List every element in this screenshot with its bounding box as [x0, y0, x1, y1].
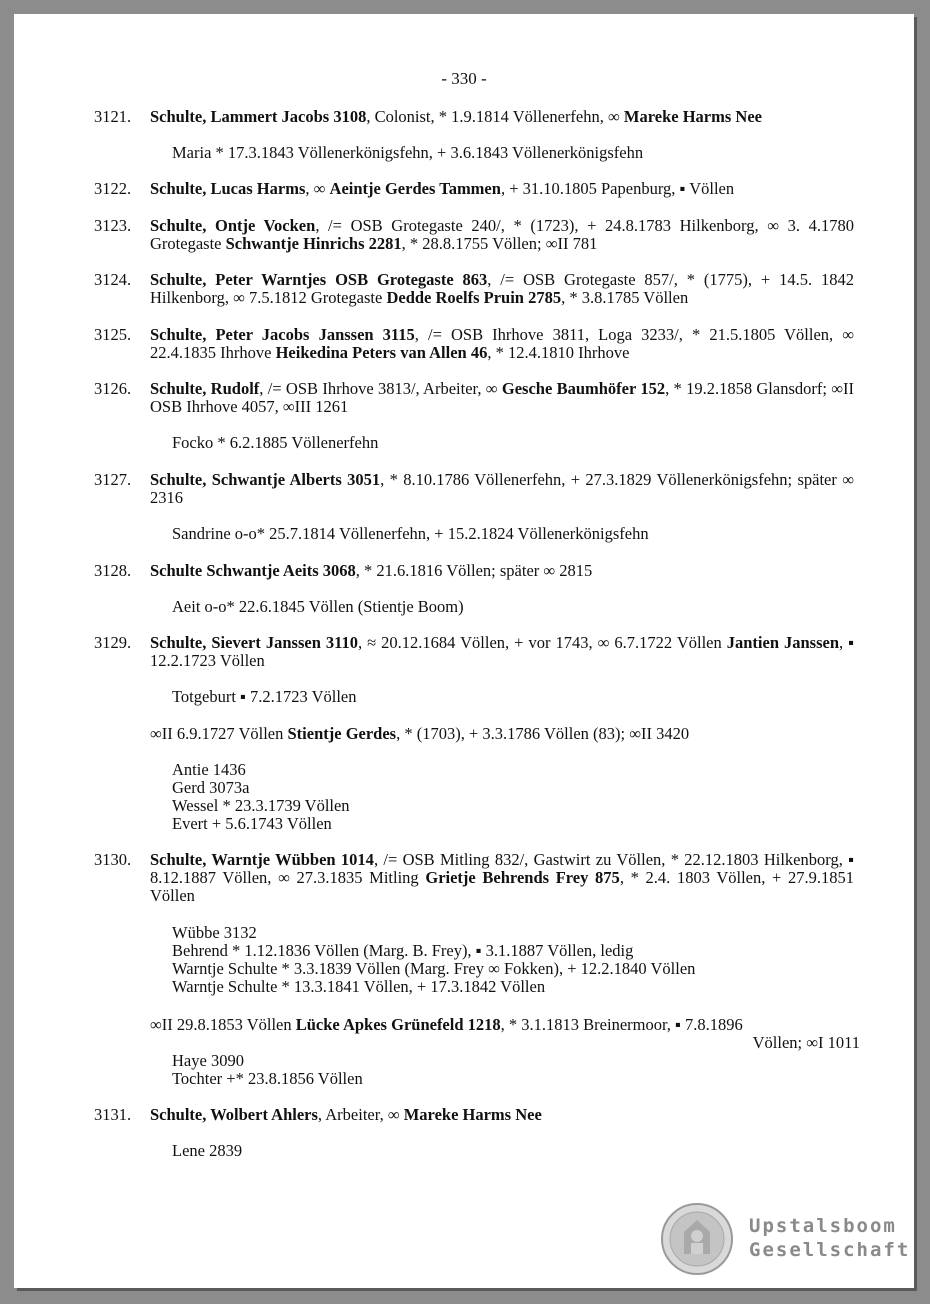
children-list: [172, 761, 852, 833]
brand-logo: [749, 1214, 910, 1262]
entry-3123: [94, 217, 854, 253]
entry-name: Schulte, Peter Jacobs Janssen 3115: [150, 325, 415, 344]
entry-3129: [94, 634, 854, 670]
child-line: Aeit o-o* 22.6.1845 Völlen (Stientje Boom): [172, 597, 464, 616]
spouse-name: Mareke Harms Nee: [403, 1105, 542, 1124]
child-line: Warntje Schulte * 13.3.1841 Völlen, + 17.3.1842 Völlen: [172, 977, 546, 996]
entry-text: , * 2.4. 1803 Völlen, + 27.9.1851 Völlen: [150, 868, 854, 905]
entry-3131: [94, 1106, 854, 1124]
entry-name: Schulte Schwantje Aeits 3068: [150, 561, 356, 580]
entry-number: 3122.: [94, 179, 132, 198]
spouse-name: Aeintje Gerdes Tammen: [329, 179, 501, 198]
child-line: Wübbe 3132: [172, 923, 257, 942]
entry-text: , * 19.2.1858 Glansdorf; ∞II OSB Ihrhove 4057, ∞III 1261: [150, 379, 854, 416]
entry-text: , ≈ 20.12.1684 Völlen, + vor 1743, ∞ 6.7.1722 Völlen: [357, 633, 727, 652]
spouse-name: Jantien Janssen: [726, 633, 840, 652]
marriage-tail: Völlen; ∞I 1011: [752, 1033, 860, 1052]
marriage-text: ∞II 6.9.1727 Völlen: [150, 724, 288, 743]
children-list: [172, 1052, 852, 1088]
entry-text: , + 31.10.1805 Papenburg, ▪ Völlen: [500, 179, 735, 198]
entry-3130: [94, 851, 854, 905]
child-line: Totgeburt ▪ 7.2.1723 Völlen: [172, 687, 357, 706]
entry-name: Schulte, Lucas Harms: [150, 179, 306, 198]
marriage-text: , * 3.1.1813 Breinermoor, ▪ 7.8.1896: [500, 1015, 743, 1034]
entry-name: Schulte, Warntje Wübben 1014: [150, 850, 374, 869]
spouse-name: Grietje Behrends Frey 875: [425, 868, 620, 887]
entry-text: , ∞: [305, 179, 330, 198]
child-line: Tochter +* 23.8.1856 Völlen: [172, 1069, 363, 1088]
entry-name: Schulte, Rudolf: [150, 379, 260, 398]
child-line: Behrend * 1.12.1836 Völlen (Marg. B. Frey), ▪ 3.1.1887 Völlen, ledig: [172, 941, 634, 960]
spouse-name: Stientje Gerdes: [287, 724, 397, 743]
entry-number: 3126.: [94, 379, 132, 398]
child-line: Warntje Schulte * 3.3.1839 Völlen (Marg. Frey ∞ Fokken), + 12.2.1840 Völlen: [172, 959, 696, 978]
marriage-text: , * (1703), + 3.3.1786 Völlen (83); ∞II 3420: [396, 724, 690, 743]
entry-text: , * 12.4.1810 Ihrhove: [487, 343, 630, 362]
entry-text: , * 21.6.1816 Völlen; später ∞ 2815: [355, 561, 593, 580]
child-line: Maria * 17.3.1843 Völlenerkönigsfehn, + 3.6.1843 Völlenerkönigsfehn: [172, 143, 644, 162]
spouse-name: Schwantje Hinrichs 2281: [225, 234, 402, 253]
entry-number: 3125.: [94, 325, 132, 344]
brand-line-1: Upstalsboom: [749, 1215, 897, 1237]
child-line: Sandrine o-o* 25.7.1814 Völlenerfehn, + 15.2.1824 Völlenerkönigsfehn: [172, 524, 649, 543]
entry-number: 3127.: [94, 470, 132, 489]
entry-name: Schulte, Wolbert Ahlers: [150, 1105, 318, 1124]
document-page: [14, 14, 914, 1288]
spouse-name: Gesche Baumhöfer 152: [501, 379, 666, 398]
entry-3125: [94, 326, 854, 362]
entry-text: , * 28.8.1755 Völlen; ∞II 781: [401, 234, 598, 253]
child-line: Lene 2839: [172, 1141, 243, 1160]
entry-number: 3128.: [94, 561, 132, 580]
entry-text: , /= OSB Mitling 832/, Gastwirt zu Völlen, * 22.12.1803 Hilkenborg, ▪ 8.12.1887 Völlen, ∞ 27.3.1835 Mitling: [150, 850, 855, 887]
entry-number: 3129.: [94, 633, 132, 652]
entry-3126: [94, 380, 854, 416]
entry-text: , * 3.8.1785 Völlen: [561, 288, 689, 307]
second-marriage-line: [150, 1016, 860, 1052]
entry-text: , /= OSB Ihrhove 3811, Loga 3233/, * 21.5.1805 Völlen, ∞ 22.4.1835 Ihrhove: [150, 325, 855, 362]
brand-line-2: Gesellschaft: [749, 1239, 911, 1261]
spouse-name: Lücke Apkes Grünefeld 1218: [295, 1015, 501, 1034]
entry-3121: [94, 108, 854, 126]
entry-number: 3131.: [94, 1105, 132, 1124]
spouse-name: Heikedina Peters van Allen 46: [275, 343, 488, 362]
entry-3122: [94, 180, 854, 198]
entry-number: 3121.: [94, 107, 132, 126]
marriage-text: ∞II 29.8.1853 Völlen: [150, 1015, 296, 1034]
entry-3127: [94, 471, 854, 507]
entry-text: , /= OSB Ihrhove 3813/, Arbeiter, ∞: [259, 379, 502, 398]
page-number: - 330 -: [441, 69, 487, 88]
second-marriage-line: [150, 725, 860, 743]
entry-text: , Colonist, * 1.9.1814 Völlenerfehn, ∞: [366, 107, 624, 126]
entry-name: Schulte, Sievert Janssen 3110: [150, 633, 358, 652]
entry-text: , Arbeiter, ∞: [317, 1105, 404, 1124]
entry-text: , /= OSB Grotegaste 857/, * (1775), + 14.5. 1842 Hilkenborg, ∞ 7.5.1812 Grotegaste: [150, 270, 854, 307]
child-line: Wessel * 23.3.1739 Völlen: [172, 796, 350, 815]
child-line: Focko * 6.2.1885 Völlenerfehn: [172, 433, 379, 452]
seal-icon: [660, 1202, 734, 1276]
spouse-name: Dedde Roelfs Pruin 2785: [386, 288, 562, 307]
entry-name: Schulte, Lammert Jacobs 3108: [150, 107, 367, 126]
entry-name: Schulte, Peter Warntjes OSB Grotegaste 863: [150, 270, 488, 289]
entry-number: 3124.: [94, 270, 132, 289]
children-list: [172, 924, 852, 996]
entry-name: Schulte, Schwantje Alberts 3051: [150, 470, 381, 489]
entry-3128: [94, 562, 854, 580]
child-line: Antie 1436: [172, 760, 246, 779]
spouse-name: Mareke Harms Nee: [623, 107, 762, 126]
entry-text: , * 8.10.1786 Völlenerfehn, + 27.3.1829 Völlenerkönigsfehn; später ∞ 2316: [150, 470, 854, 507]
entry-name: Schulte, Ontje Vocken: [150, 216, 316, 235]
entry-number: 3123.: [94, 216, 132, 235]
entry-text: , /= OSB Grotegaste 240/, * (1723), + 24.8.1783 Hilkenborg, ∞ 3. 4.1780 Grotegaste: [150, 216, 854, 253]
entry-text: , ▪ 12.2.1723 Völlen: [150, 633, 854, 670]
child-line: Evert + 5.6.1743 Völlen: [172, 814, 332, 833]
entry-3124: [94, 271, 854, 307]
child-line: Haye 3090: [172, 1051, 244, 1070]
child-line: Gerd 3073a: [172, 778, 250, 797]
entry-number: 3130.: [94, 850, 132, 869]
